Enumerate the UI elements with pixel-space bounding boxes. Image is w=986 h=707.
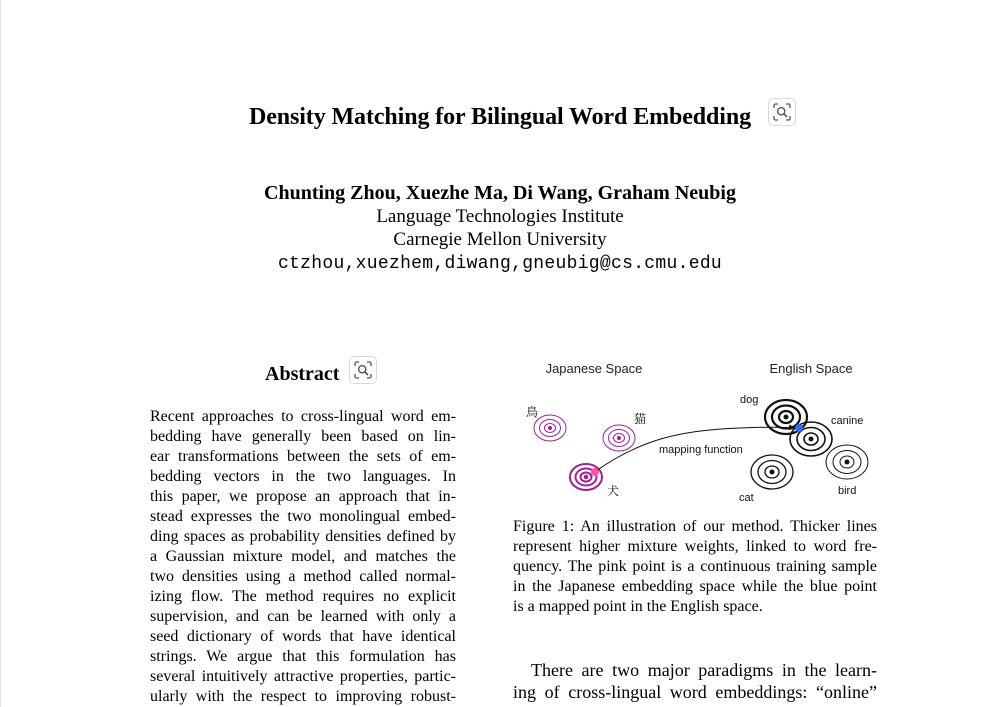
abstract-line: two densities using a method called normal- <box>150 568 456 585</box>
caption-line: is a mapped point in the English space. <box>513 598 763 615</box>
body-line: There are two major paradigms in the learn- <box>531 660 877 680</box>
gaussian-bird-en <box>826 445 868 479</box>
abstract-line: a Gaussian mixture model, and matches the <box>150 548 456 565</box>
abstract-line: strings. We argue that this formulation has <box>150 648 456 665</box>
abstract-line: ear transformations between the sets of em- <box>150 448 456 465</box>
mapping-function-label: mapping function <box>659 444 743 456</box>
gaussian-bird-ja <box>534 415 566 441</box>
caption-line: in the Japanese embedding space while the blue point <box>513 578 877 595</box>
japanese-space-label: Japanese Space <box>545 361 643 376</box>
gaussian-cat-ja <box>603 425 635 451</box>
word-label-bird-ja: 鳥 <box>526 405 539 419</box>
author-emails: ctzhou,xuezhem,diwang,gneubig@cs.cmu.edu <box>277 254 723 274</box>
figure-1-caption <box>513 517 877 617</box>
paper-authors: Chunting Zhou, Xuezhe Ma, Di Wang, Graham Neubig <box>264 182 736 204</box>
word-label-dog: dog <box>740 394 759 406</box>
body-line: ing of cross-lingual word embeddings: “online” <box>513 682 877 702</box>
abstract-line: Recent approaches to cross-lingual word em- <box>150 408 456 425</box>
affiliation-university: Carnegie Mellon University <box>393 229 607 250</box>
caption-line: quency. The pink point is a continuous training sample <box>513 558 877 575</box>
word-label-cat: cat <box>739 492 754 504</box>
abstract-line: ding spaces as probability densities defined by <box>150 528 456 545</box>
caption-line: represent higher mixture weights, linked to word fre- <box>513 538 877 555</box>
intro-paragraph <box>513 659 877 703</box>
affiliation-institute: Language Technologies Institute <box>376 206 624 227</box>
word-label-dog-ja: 犬 <box>607 484 620 498</box>
blue-mapped-point <box>795 424 803 432</box>
abstract-body <box>150 407 456 707</box>
word-label-cat-ja: 猫 <box>634 412 647 426</box>
abstract-line: bedding vectors in the two languages. In <box>150 468 456 485</box>
word-label-canine: canine <box>831 415 864 427</box>
abstract-line: supervision, and can be learned with only a <box>150 608 456 625</box>
abstract-line: ularly with the respect to improving robust- <box>150 688 456 705</box>
zoom-search-icon <box>773 103 791 121</box>
figure-1-illustration <box>510 355 882 505</box>
english-space-label: English Space <box>769 361 853 376</box>
word-label-bird: bird <box>838 485 857 497</box>
abstract-heading: Abstract <box>265 363 340 385</box>
abstract-line: several intuitively attractive properties, partic- <box>150 668 456 685</box>
abstract-line: this paper, we propose an approach that in- <box>150 488 456 505</box>
abstract-line: seed dictionary of words that have identical <box>150 628 456 645</box>
pink-sample-point <box>591 468 599 476</box>
abstract-line: izing flow. The method requires no explicit <box>150 588 456 605</box>
gaussian-dog-ja <box>570 464 602 490</box>
abstract-line: stead expresses the two monolingual embed- <box>150 508 456 525</box>
abstract-zoom-button[interactable] <box>349 356 377 384</box>
paper-title: Density Matching for Bilingual Word Embedding <box>248 104 752 130</box>
abstract-line: bedding have generally been based on lin- <box>150 428 456 445</box>
zoom-search-icon <box>354 361 372 379</box>
gaussian-cat-en <box>751 455 793 489</box>
title-zoom-button[interactable] <box>768 98 796 126</box>
caption-line: Figure 1: An illustration of our method. Thicker lines <box>513 518 877 535</box>
